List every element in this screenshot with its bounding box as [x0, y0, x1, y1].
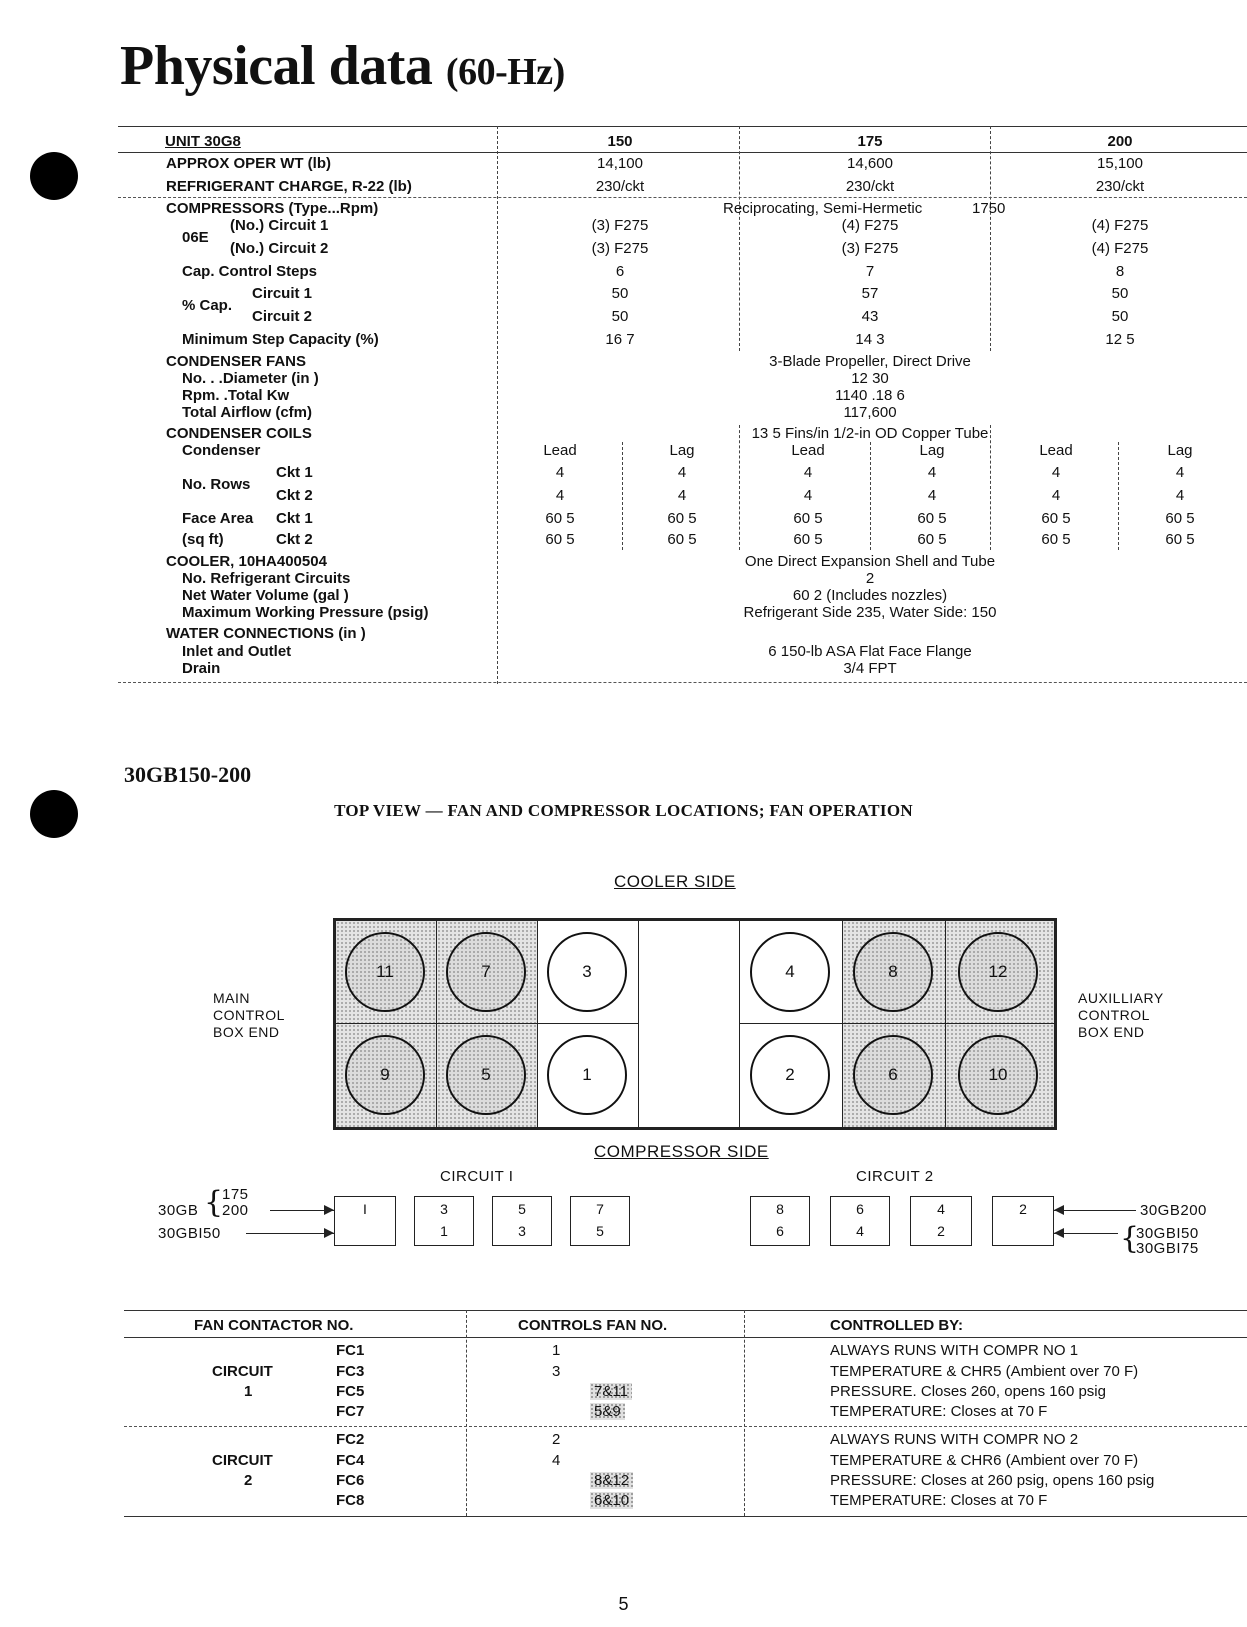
unit-label: UNIT 30G8 [165, 133, 241, 150]
lead-200: Lead [1039, 442, 1073, 459]
water-sub-1: Inlet and Outlet [182, 643, 292, 660]
col-divider-3 [990, 126, 991, 351]
area-c1-3: 60 5 [917, 510, 947, 527]
row-label-circuit1: (No.) Circuit 1 [230, 217, 329, 234]
aux-control-box-end: AUXILLIARY CONTROL BOX END [1078, 990, 1164, 1040]
area-c1-5: 60 5 [1165, 510, 1195, 527]
cooler-val-2: 60 2 (Includes nozzles) [792, 587, 948, 604]
comp-c1-150: (3) F275 [591, 217, 649, 234]
fan-table-header-rule [124, 1337, 1247, 1338]
compressor-side-label: COMPRESSOR SIDE [594, 1142, 769, 1161]
arrowhead-left-1 [324, 1205, 334, 1215]
by-fc2: ALWAYS RUNS WITH COMPR NO 2 [830, 1431, 1079, 1448]
lag-150: Lag [669, 442, 695, 459]
area-c1-0: 60 5 [545, 510, 575, 527]
coil-divider-5 [1118, 442, 1119, 550]
rows-c1-3: 4 [927, 464, 937, 481]
cap-steps-150: 6 [615, 263, 625, 280]
compressor-rpm: 1750 [972, 200, 1006, 217]
pct-c2-150: 50 [611, 308, 629, 325]
model-200-header: 200 [1107, 133, 1133, 150]
area-c2-2: 60 5 [793, 531, 823, 548]
page-title: Physical data (60-Hz) [120, 35, 565, 97]
fans-val-3: 117,600 [843, 404, 897, 421]
comp-c2-175: (3) F275 [841, 240, 899, 257]
row-label-pct-c2: Circuit 2 [252, 308, 313, 325]
cap-steps-200: 8 [1115, 263, 1125, 280]
comp-c2-150: (3) F275 [591, 240, 649, 257]
compressor-box-c2-4: 2 [992, 1196, 1054, 1246]
right-model-200: 30GB200 [1140, 1202, 1207, 1219]
by-fc3: TEMPERATURE & CHR5 (Ambient over 70 F) [830, 1363, 1139, 1380]
contactor-fc2: FC2 [336, 1431, 365, 1448]
cooler-sub-1: No. Refrigerant Circuits [182, 570, 351, 587]
left-model-200: 200 [222, 1202, 249, 1219]
rows-c1-4: 4 [1051, 464, 1061, 481]
circuit1-label: CIRCUIT I [440, 1168, 514, 1185]
compressor-box-c1-2: 3 1 [414, 1196, 474, 1246]
fans-val-1: 12 30 [851, 370, 889, 387]
area-c1-4: 60 5 [1041, 510, 1071, 527]
circuit-1-number: 1 [244, 1383, 253, 1400]
coil-divider-3 [870, 442, 871, 550]
coil-divider-2 [739, 425, 740, 550]
left-model-prefix: 30GB [158, 1202, 199, 1219]
coil-divider-4 [990, 425, 991, 550]
arrow-line-right-2 [1054, 1233, 1118, 1234]
min-step-200: 12 5 [1105, 331, 1135, 348]
left-model-150: 30GBI50 [158, 1225, 221, 1242]
fan-12: 12 [958, 932, 1038, 1012]
cooler-val-3: Refrigerant Side 235, Water Side: 150 [743, 604, 997, 621]
row-label-min-step: Minimum Step Capacity (%) [182, 331, 379, 348]
row-label-pct-c1: Circuit 1 [252, 285, 313, 302]
rows-c1-2: 4 [803, 464, 813, 481]
rows-c2-2: 4 [803, 487, 813, 504]
cooler-side-label: COOLER SIDE [614, 872, 736, 891]
left-brace: { [204, 1185, 224, 1220]
rows-c1-5: 4 [1175, 464, 1185, 481]
fan-header-contactor: FAN CONTACTOR NO. [194, 1317, 354, 1334]
left-model-175: 175 [222, 1186, 249, 1203]
lead-150: Lead [543, 442, 577, 459]
fans-fc4: 4 [552, 1452, 561, 1469]
fan-header-controlled-by: CONTROLLED BY: [830, 1317, 964, 1334]
cooler-val-1: 2 [865, 570, 875, 587]
row-label-face-area: Face Area [182, 510, 254, 527]
pct-c1-150: 50 [611, 285, 629, 302]
section-title: 30GB150-200 [124, 762, 252, 787]
rows-c2-5: 4 [1175, 487, 1185, 504]
fans-sub-3: Total Airflow (cfm) [182, 404, 312, 421]
model-150-header: 150 [607, 133, 633, 150]
weight-200: 15,100 [1097, 155, 1143, 172]
contactor-fc3: FC3 [336, 1363, 365, 1380]
weight-175: 14,600 [847, 155, 893, 172]
compressor-box-c2-2: 6 4 [830, 1196, 890, 1246]
pct-c1-175: 57 [861, 285, 879, 302]
area-c1-2: 60 5 [793, 510, 823, 527]
by-fc7: TEMPERATURE: Closes at 70 F [830, 1403, 1048, 1420]
fan-table-col-2 [744, 1310, 745, 1516]
right-brace: { [1120, 1221, 1140, 1256]
cooler-type: One Direct Expansion Shell and Tube [744, 553, 996, 570]
row-label-cooler: COOLER, 10HA400504 [166, 553, 327, 570]
fan-5: 5 [446, 1035, 526, 1115]
rule-refrigerant [118, 197, 1247, 198]
area-c2-1: 60 5 [667, 531, 697, 548]
area-ckt2-label: Ckt 2 [276, 531, 313, 548]
fans-fc7: 5&9 [590, 1403, 625, 1420]
model-175-header: 175 [857, 133, 883, 150]
diagram-title: TOP VIEW — FAN AND COMPRESSOR LOCATIONS; FAN OPERATION [334, 801, 913, 820]
circuit-2-label: CIRCUIT [212, 1452, 273, 1469]
compressor-prefix: 06E [182, 229, 209, 246]
fans-fc1: 1 [552, 1342, 561, 1359]
fan-header-controls: CONTROLS FAN NO. [518, 1317, 668, 1334]
arrow-line-left-2 [246, 1233, 334, 1234]
coil-divider-1 [622, 442, 623, 550]
fans-sub-1: No. . .Diameter (in ) [182, 370, 319, 387]
area-c2-3: 60 5 [917, 531, 947, 548]
compressor-box-c1-4: 7 5 [570, 1196, 630, 1246]
compressor-box-c2-3: 4 2 [910, 1196, 972, 1246]
fans-fc3: 3 [552, 1363, 561, 1380]
by-fc8: TEMPERATURE: Closes at 70 F [830, 1492, 1048, 1509]
fans-fc5: 7&11 [590, 1383, 632, 1400]
refrigerant-200: 230/ckt [1095, 178, 1145, 195]
row-label-pct-cap: % Cap. [182, 297, 233, 314]
compressor-box-c1-1: I [334, 1196, 396, 1246]
fan-7: 7 [446, 932, 526, 1012]
cell-top-center [638, 920, 740, 1128]
area-c2-4: 60 5 [1041, 531, 1071, 548]
right-model-150: 30GBI50 [1136, 1225, 1199, 1242]
area-c2-5: 60 5 [1165, 531, 1195, 548]
main-control-box-end: MAIN CONTROL BOX END [213, 990, 285, 1040]
comp-c2-200: (4) F275 [1091, 240, 1149, 257]
row-label-no-rows: No. Rows [182, 476, 251, 493]
fan-4: 4 [750, 932, 830, 1012]
fan-6: 6 [853, 1035, 933, 1115]
row-label-refrigerant: REFRIGERANT CHARGE, R-22 (lb) [166, 178, 412, 195]
cap-steps-175: 7 [865, 263, 875, 280]
row-label-condenser-fans: CONDENSER FANS [166, 353, 307, 370]
lead-175: Lead [791, 442, 825, 459]
fan-2: 2 [750, 1035, 830, 1115]
col-divider-1 [497, 126, 498, 684]
row-label-circuit2: (No.) Circuit 2 [230, 240, 329, 257]
refrigerant-150: 230/ckt [595, 178, 645, 195]
fans-fc2: 2 [552, 1431, 561, 1448]
lag-175: Lag [919, 442, 945, 459]
by-fc1: ALWAYS RUNS WITH COMPR NO 1 [830, 1342, 1079, 1359]
contactor-fc1: FC1 [336, 1342, 365, 1359]
table-bottom-rule [118, 682, 1247, 683]
fan-1: 1 [547, 1035, 627, 1115]
row-label-water: WATER CONNECTIONS (in ) [166, 625, 366, 642]
row-label-condenser-coils: CONDENSER COILS [166, 425, 312, 442]
row-label-sqft: (sq ft) [182, 531, 224, 548]
circuit2-label: CIRCUIT 2 [856, 1168, 934, 1185]
comp-c1-175: (4) F275 [841, 217, 899, 234]
fans-fc6: 8&12 [590, 1472, 633, 1489]
fans-type: 3-Blade Propeller, Direct Drive [769, 353, 971, 370]
rows-ckt1-label: Ckt 1 [276, 464, 313, 481]
fan-3: 3 [547, 932, 627, 1012]
lag-200: Lag [1167, 442, 1193, 459]
contactor-fc8: FC8 [336, 1492, 365, 1509]
coils-type: 13 5 Fins/in 1/2-in OD Copper Tube [751, 425, 989, 442]
contactor-fc7: FC7 [336, 1403, 365, 1420]
fan-table-bottom-rule [124, 1516, 1247, 1517]
min-step-175: 14 3 [855, 331, 885, 348]
arrow-line-right-1 [1054, 1210, 1136, 1211]
table-header-rule [118, 152, 1247, 153]
by-fc4: TEMPERATURE & CHR6 (Ambient over 70 F) [830, 1452, 1139, 1469]
refrigerant-175: 230/ckt [845, 178, 895, 195]
row-label-compressors: COMPRESSORS (Type...Rpm) [166, 200, 379, 217]
min-step-150: 16 7 [605, 331, 635, 348]
area-c2-0: 60 5 [545, 531, 575, 548]
pct-c1-200: 50 [1111, 285, 1129, 302]
pct-c2-175: 43 [861, 308, 879, 325]
binder-hole-top [30, 152, 78, 200]
rows-c1-1: 4 [677, 464, 687, 481]
right-model-175: 30GBI75 [1136, 1240, 1199, 1257]
contactor-fc5: FC5 [336, 1383, 365, 1400]
pct-c2-200: 50 [1111, 308, 1129, 325]
comp-c1-200: (4) F275 [1091, 217, 1149, 234]
by-fc6: PRESSURE: Closes at 260 psig, opens 160 psig [830, 1472, 1155, 1489]
row-label-weight: APPROX OPER WT (lb) [166, 155, 331, 172]
rows-ckt2-label: Ckt 2 [276, 487, 313, 504]
fans-sub-2: Rpm. .Total Kw [182, 387, 290, 404]
cooler-sub-2: Net Water Volume (gal ) [182, 587, 349, 604]
unit-top-view [333, 918, 1057, 1130]
water-val-2: 3/4 FPT [843, 660, 897, 677]
fan-table-mid-rule [124, 1426, 1247, 1427]
fan-9: 9 [345, 1035, 425, 1115]
row-label-condenser: Condenser [182, 442, 261, 459]
compressor-box-c1-3: 5 3 [492, 1196, 552, 1246]
col-divider-2 [739, 126, 740, 351]
water-sub-2: Drain [182, 660, 221, 677]
row-label-cap-steps: Cap. Control Steps [182, 263, 318, 280]
compressor-box-c2-1: 8 6 [750, 1196, 810, 1246]
table-top-rule [118, 126, 1247, 127]
weight-150: 14,100 [597, 155, 643, 172]
rows-c2-1: 4 [677, 487, 687, 504]
contactor-fc6: FC6 [336, 1472, 365, 1489]
rows-c2-0: 4 [555, 487, 565, 504]
cooler-sub-3: Maximum Working Pressure (psig) [182, 604, 429, 621]
rows-c1-0: 4 [555, 464, 565, 481]
fan-8: 8 [853, 932, 933, 1012]
area-c1-1: 60 5 [667, 510, 697, 527]
arrowhead-left-2 [324, 1228, 334, 1238]
compressor-type: Reciprocating, Semi-Hermetic [723, 200, 923, 217]
rows-c2-4: 4 [1051, 487, 1061, 504]
page-number: 5 [618, 1594, 629, 1614]
area-ckt1-label: Ckt 1 [276, 510, 313, 527]
fans-val-2: 1140 .18 6 [835, 387, 905, 404]
fans-fc8: 6&10 [590, 1492, 633, 1509]
circuit-1-label: CIRCUIT [212, 1363, 273, 1380]
fan-table-top-rule [124, 1310, 1247, 1311]
water-val-1: 6 150-lb ASA Flat Face Flange [768, 643, 972, 660]
fan-11: 11 [345, 932, 425, 1012]
fan-10: 10 [958, 1035, 1038, 1115]
circuit-2-number: 2 [244, 1472, 253, 1489]
contactor-fc4: FC4 [336, 1452, 365, 1469]
rows-c2-3: 4 [927, 487, 937, 504]
fan-table-col-1 [466, 1310, 467, 1516]
by-fc5: PRESSURE. Closes 260, opens 160 psig [830, 1383, 1106, 1400]
